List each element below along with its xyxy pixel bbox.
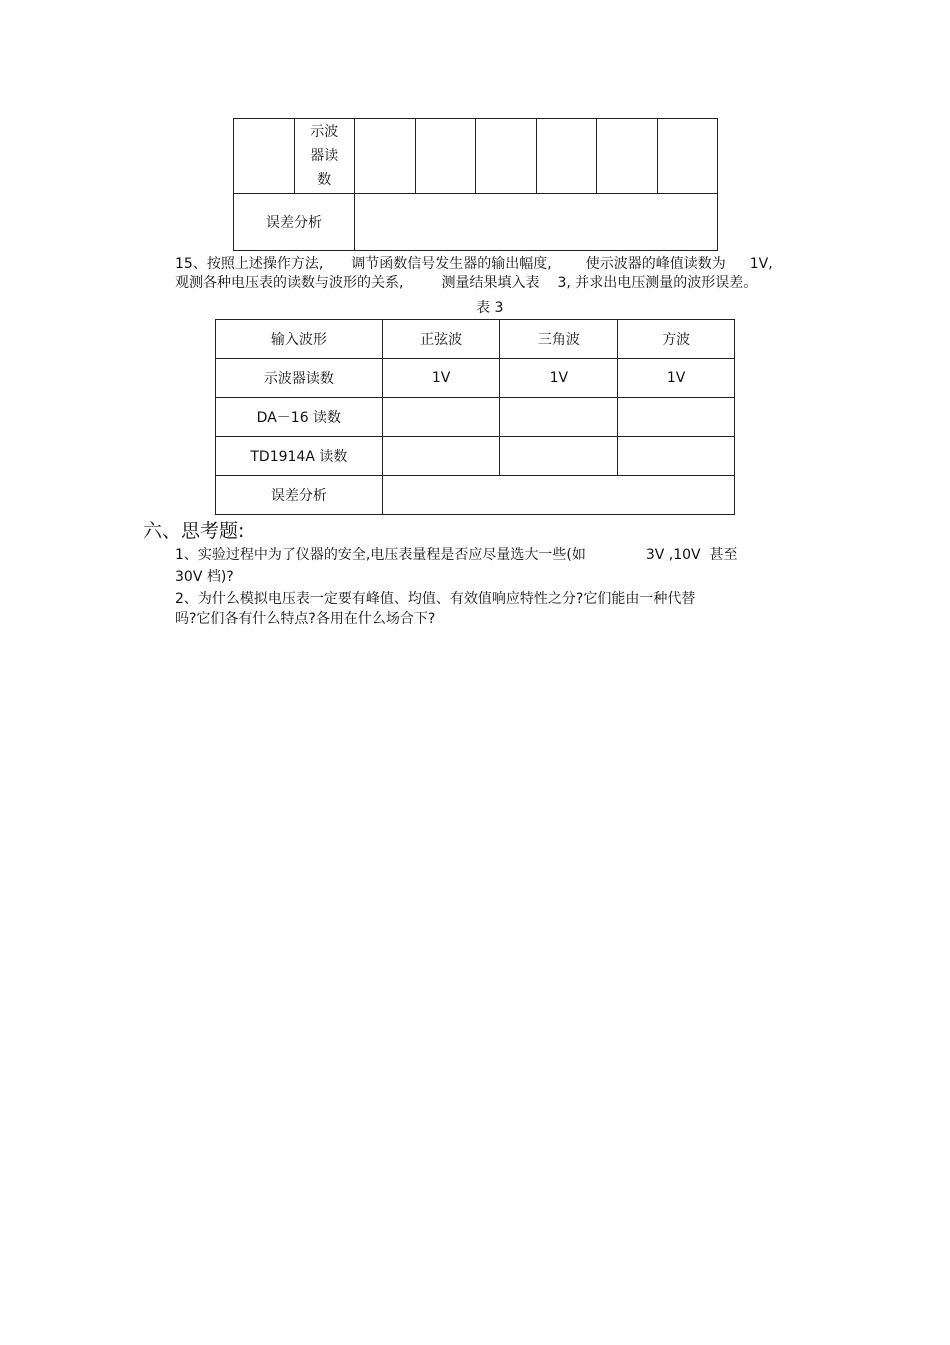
table-cell bbox=[597, 119, 658, 194]
row-label: TD1914A 读数 bbox=[216, 437, 383, 476]
question-1-line-2: 30V 档)? bbox=[175, 569, 234, 585]
table-cell-blank bbox=[234, 119, 295, 194]
row-label: 示波器读数 bbox=[216, 359, 383, 398]
error-analysis-label: 误差分析 bbox=[234, 194, 355, 251]
header-triangle-wave: 三角波 bbox=[500, 320, 618, 359]
table-2-fragment bbox=[233, 118, 718, 251]
table-header-row bbox=[216, 320, 735, 359]
table-row bbox=[216, 476, 735, 515]
table-cell bbox=[382, 398, 500, 437]
header-input-waveform: 输入波形 bbox=[216, 320, 383, 359]
header-square-wave: 方波 bbox=[618, 320, 735, 359]
question-2-line-1: 2、为什么模拟电压表一定要有峰值、均值、有效值响应特性之分?它们能由一种代替 bbox=[175, 591, 696, 607]
table-cell bbox=[355, 119, 416, 194]
table-row bbox=[234, 119, 718, 194]
table-3 bbox=[215, 319, 735, 515]
table-row bbox=[216, 398, 735, 437]
table-cell bbox=[500, 398, 618, 437]
table-cell bbox=[476, 119, 537, 194]
table-row bbox=[234, 194, 718, 251]
table-cell bbox=[618, 437, 735, 476]
table-cell bbox=[618, 398, 735, 437]
question-1-line-1: 1、实验过程中为了仪器的安全,电压表量程是否应尽量选大一些(如 3V ,10V 甚至 bbox=[175, 547, 738, 563]
section-6-title: 六、思考题: bbox=[143, 520, 245, 542]
table-cell: 1V bbox=[618, 359, 735, 398]
table-row bbox=[216, 359, 735, 398]
row-label: DA－16 读数 bbox=[216, 398, 383, 437]
table-cell: 1V bbox=[382, 359, 500, 398]
step-15-line-2: 观测各种电压表的读数与波形的关系, 测量结果填入表 3, 并求出电压测量的波形误差。 bbox=[175, 275, 758, 291]
oscilloscope-reading-label: 示波器读数 bbox=[294, 119, 355, 194]
table-3-caption: 表 3 bbox=[476, 300, 504, 316]
table-cell bbox=[657, 119, 718, 194]
step-15-line-1: 15、按照上述操作方法, 调节函数信号发生器的输出幅度, 使示波器的峰值读数为 1V, bbox=[175, 256, 773, 272]
table-row bbox=[216, 437, 735, 476]
header-sine-wave: 正弦波 bbox=[382, 320, 500, 359]
table-cell bbox=[536, 119, 597, 194]
error-analysis-cell bbox=[355, 194, 718, 251]
table-cell bbox=[500, 437, 618, 476]
table-cell: 1V bbox=[500, 359, 618, 398]
question-2-line-2: 吗?它们各有什么特点?各用在什么场合下? bbox=[175, 611, 436, 627]
error-analysis-label: 误差分析 bbox=[216, 476, 383, 515]
table-cell bbox=[382, 437, 500, 476]
error-analysis-cell bbox=[382, 476, 734, 515]
table-cell bbox=[415, 119, 476, 194]
